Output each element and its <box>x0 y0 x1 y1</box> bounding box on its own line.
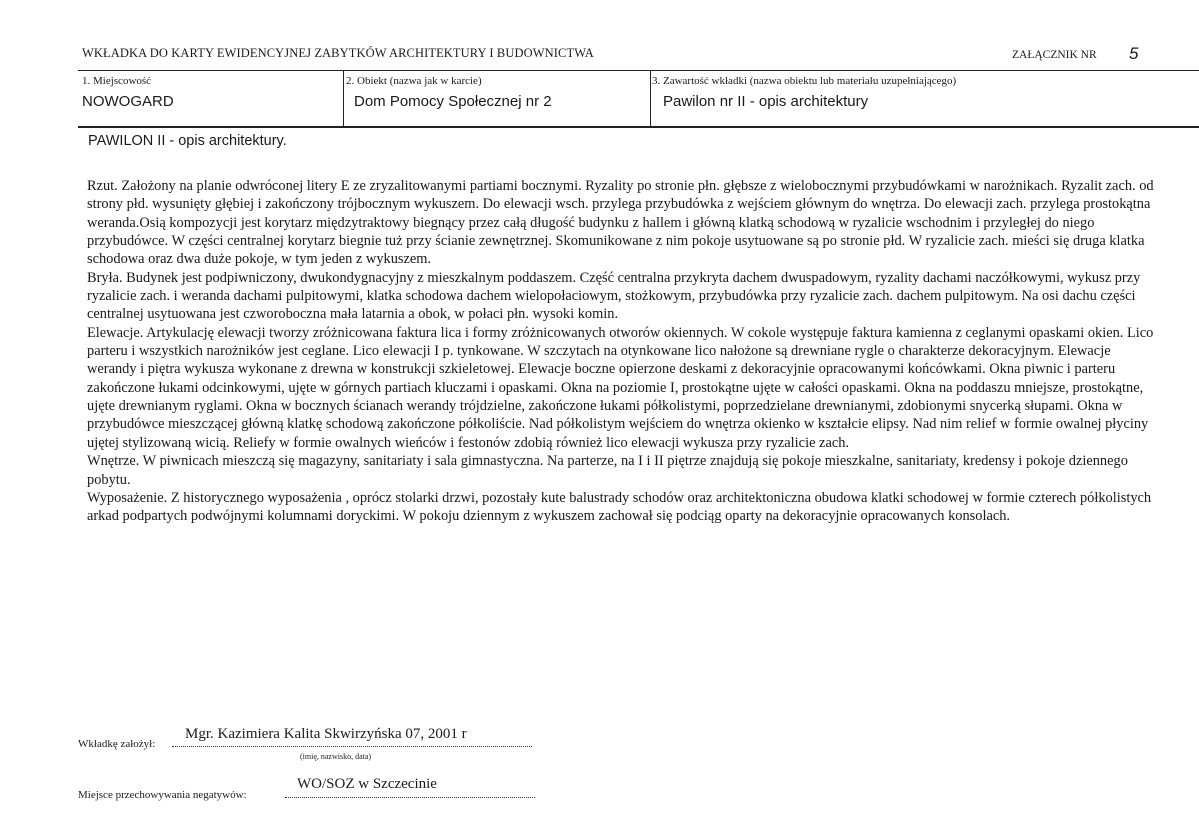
table-top-rule <box>78 70 1199 71</box>
column-divider <box>650 70 651 128</box>
author-hint: (imię, nazwisko, data) <box>300 752 372 761</box>
paragraph-furnishings: Wyposażenie. Z historycznego wyposażenia , oprócz stolarki drzwi, pozostały kute balustrady schodów oraz architektoniczna obudowa klatki schodowej w formie czterech półkolistych arkad podpartych podwójnymi kolumnami doryckimi. W pokoju dziennym z wykuszem zachował się podciąg oparty na dekoracyjnie opracowanych konsolach. <box>87 489 1152 525</box>
field-value-object: Dom Pomocy Społecznej nr 2 <box>354 93 552 110</box>
paragraph-plan: Rzut. Założony na planie odwróconej litery E ze zryzalitowanymi partiami bocznymi. Ryzality po stronie płn. głębsze z wielobocznymi przybudówkami w narożnikach. Ryzalit zach. od strony płd. wysunięty głębiej i zakończony trójbocznym wykuszem. Do elewacji wsch. przylega przybudówka z wejściem głównym do wnętrza. Do elewacji zach. przylega prostokątna weranda.Osią kompozycji jest korytarz międzytraktowy biegnący przez całą długość budynku z hallem i główną klatką schodową w ryzalicie wschodnim i przyległej do niego przybudówce. W części centralnej korytarz biegnie tuż przy ścianie zewnętrznej. Skomunikowane z nim pokoje usytuowane są po stronie płd. W ryzalicie zach. mieści się druga klatka schodowa oraz dwa duże pokoje, w tym jeden z wykuszem. <box>87 178 1154 268</box>
description-body <box>87 177 1162 526</box>
section-title: PAWILON II - opis architektury. <box>88 133 287 149</box>
column-divider <box>343 70 344 128</box>
field-label-locality: 1. Miejscowość <box>82 75 152 87</box>
paragraph-interior: Wnętrze. W piwnicach mieszczą się magazyny, sanitariaty i sala gimnastyczna. Na parterze, na I i II piętrze znajdują się pokoje mieszkalne, sanitariaty, kredensy i pokoje dziennego pobytu. <box>87 453 1128 488</box>
table-bottom-rule <box>78 126 1199 128</box>
author-label: Wkładkę założył: <box>78 738 156 750</box>
storage-label: Miejsce przechowywania negatywów: <box>78 789 247 801</box>
storage-dotted-line <box>285 797 535 798</box>
author-dotted-line <box>172 746 532 747</box>
field-label-contents: 3. Zawartość wkładki (nazwa obiektu lub materiału uzupełniającego) <box>652 75 957 87</box>
paragraph-elevations: Elewacje. Artykulację elewacji tworzy zróżnicowana faktura lica i formy zróżnicowanych otworów okiennych. W cokole występuje faktura kamienna z ceglanymi opaskami okien. Lico parteru i wszystkich narożników jest ceglane. Lico elewacji I p. tynkowane. W szczytach na otynkowane lico nałożone są drewniane rygle o charakterze dekoracyjnym. Elewacje werandy i piętra wykusza wykonane z drewna w konstrukcji szkieletowej. Elewacje boczne opierzone deskami z dekoracyjnie opracowanymi końcówkami. Okna piwnic i parteru zakończone łukami odcinkowymi, ujęte w górnych partiach kluczami i opaskami. Okna na poziomie I, prostokątne ujęte w całości opaskami. Okna na poddaszu mniejsze, prostokątne, ujęte drewnianym ryglami. Okna w bocznych ścianach werandy trójdzielne, zakończone łukami półkolistymi, poprzedzielane drewnianymi, zdobionymi snycerką słupami. Okna w przybudówce mieszczącej główną klatkę schodową zakończone półkoliście. Nad półkolistym wejściem do wnętrza okienko w kształcie elipsy. Nad nim relief w formie owalnej płyciny ujętej stylizowaną wicią. Reliefy w formie owalnych wieńców i festonów zdobią również lico elewacji wykusza przy ryzalicie zach. <box>87 324 1154 451</box>
field-value-contents: Pawilon nr II - opis architektury <box>663 93 869 110</box>
field-value-locality: NOWOGARD <box>82 93 174 110</box>
annex-label: ZAŁĄCZNIK NR <box>1012 49 1097 61</box>
storage-value: WO/SOZ w Szczecinie <box>297 776 437 792</box>
form-title: WKŁADKA DO KARTY EWIDENCYJNEJ ZABYTKÓW ARCHITEKTURY I BUDOWNICTWA <box>82 46 594 60</box>
annex-number: 5 <box>1129 44 1139 63</box>
header-fields-table <box>78 70 1199 128</box>
paragraph-massing: Bryła. Budynek jest podpiwniczony, dwukondygnacyjny z mieszkalnym poddaszem. Część centralna przykryta dachem dwuspadowym, ryzality dachami naczółkowymi, wykusz przy ryzalicie zach. i weranda dachami pulpitowymi, klatka schodowa dachem wielopołaciowym, stożkowym, przybudówka przy ryzalicie zach. dachem pulpitowym. Na osi dachu części centralnej usytuowana jest czworoboczna mała latarnia a obok, w połaci płn. wysoki komin. <box>87 269 1141 323</box>
field-label-object: 2. Obiekt (nazwa jak w karcie) <box>346 75 482 87</box>
author-value: Mgr. Kazimiera Kalita Skwirzyńska 07, 2001 r <box>185 726 467 742</box>
